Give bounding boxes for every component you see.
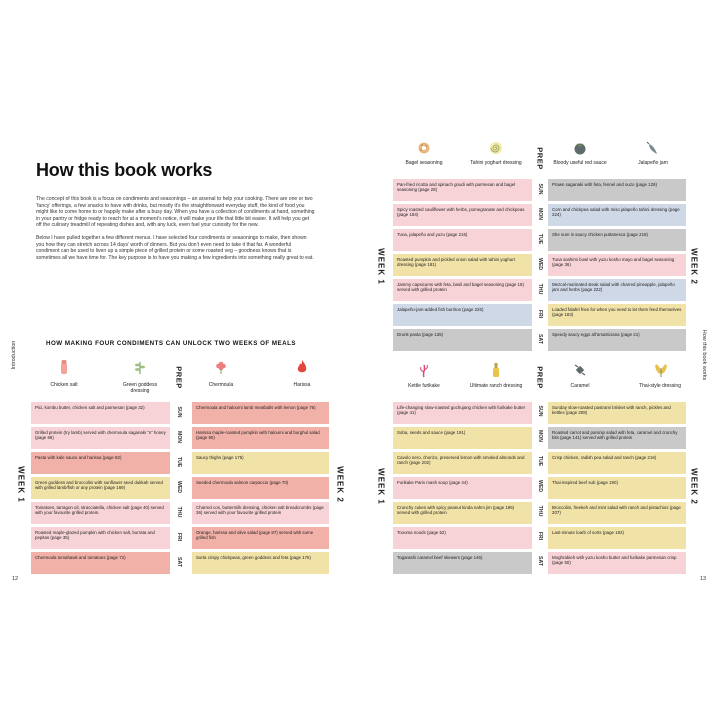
meal-cell: Chermoula tomahawk and tomatoes (page 72) (31, 552, 170, 574)
meal-cell: Roasted pumpkin and pickled onion salad with tahini yoghurt dressing (page 181) (393, 254, 532, 276)
meal-cell: Sunday slow-roasted pastrami brisket with ranch, pickles and kettles (page 208) (548, 402, 686, 424)
meal-cell: Seeded chermoula salmon carpaccio (page 70) (192, 477, 329, 499)
prep-label: PREP (174, 366, 184, 389)
flame-icon (296, 359, 308, 375)
day-label: THU (537, 505, 543, 517)
page-number-right: 13 (700, 576, 707, 582)
condiment-label: Kettle furikake (408, 383, 440, 389)
day-label: SAT (537, 556, 543, 566)
meal-cell: Tuna sashimi bowl with yuzu kosho mayo and bagel seasoning (page 36) (548, 254, 686, 276)
meal-cell: Life-changing slow-roasted gochujang chicken with furikake butter (page 41) (393, 402, 532, 424)
week-1-label: WEEK 1 (376, 248, 386, 285)
meal-cell: Mezcal-marinated steak salad with charred pineapple, jalapeño jam and herbs (page 222) (548, 279, 686, 301)
intro-paragraph-2: Below I have pulled together a few different menus. I have selected four condiments or seasonings to make, then shown you how they can stretch across 14 days’ worth of dinners. But you don’t even need to take it that far. A wonderful condiment can be used to liven up a simple piece of grilled protein or some roasted veg – goodness knows that is sometimes all we have time for. The key purpose is to have you making a few ingredients into something really great to eat. (36, 234, 314, 261)
meal-cell: Crisp chicken, radish pea salad and ranch (page 216) (548, 452, 686, 474)
day-label: WED (176, 480, 182, 494)
herb-sprig-icon (133, 359, 147, 375)
tomato-icon (573, 141, 587, 155)
day-label: SUN (537, 405, 543, 417)
meal-cell: Soba, seeds and sauce (page 191) (393, 427, 532, 449)
meal-cell: Furikake Paris mash soup (page 44) (393, 477, 532, 499)
salt-shaker-icon (58, 359, 70, 375)
meal-cell: Corn and chickpea salad with miso jalapeño tahini dressing (page 224) (548, 204, 686, 226)
meal-cell: Drunk pasta (page 135) (393, 329, 532, 351)
meal-cell: Tomatoes, tarragon oil, stracciatella, chicken salt (page 40) served with your favourite grilled protein. (31, 502, 170, 524)
day-label: WED (537, 479, 543, 493)
week-1-label: WEEK 1 (376, 468, 386, 505)
flower-icon (214, 359, 228, 375)
meal-cell: Cavolo nero, chorizo, preserved lemon with smoked almonds and ranch (page 202) (393, 452, 532, 474)
intro-text (36, 196, 316, 267)
chilli-icon (646, 141, 660, 155)
meal-cell: Orange, harissa and olive salad (page 87) served with some grilled fish (192, 527, 329, 549)
meal-cell: Pasta with kale sauce and harissa (page 82) (31, 452, 170, 474)
meal-cell: Prawn saganaki with feta, fennel and ouzo (page 129) (548, 179, 686, 201)
day-label: FRI (537, 531, 543, 541)
week-2-label: WEEK 2 (689, 248, 699, 285)
meal-cell: Harissa maple-roasted pumpkin with haloumi and burghul salad (page 80) (192, 427, 329, 449)
bagel-icon (417, 141, 431, 155)
meal-cell: Sorta crispy chickpeas, green goddess and feta (page 175) (192, 552, 329, 574)
day-label: MON (537, 429, 543, 443)
bottle-icon (490, 362, 502, 378)
meal-cell: She sure is saucy chicken puttanesca (page 218) (548, 229, 686, 251)
seaweed-icon (417, 362, 431, 378)
meal-cell: Spicy roasted cauliflower with herbs, pomegranate and chickpeas (page 184) (393, 204, 532, 226)
meal-cell: Speedy saucy eggs all’amatriciana (page 21) (548, 329, 686, 351)
menu-subheading: HOW MAKING FOUR CONDIMENTS CAN UNLOCK TWO WEEKS OF MEALS (46, 340, 297, 347)
week-1-label: WEEK 1 (16, 466, 26, 503)
meal-cell: Saucy thighs (page 175) (192, 452, 329, 474)
section-side-label: How this book works (701, 329, 707, 381)
condiment-label: Jalapeño jam (638, 160, 668, 166)
day-label: WED (537, 257, 543, 271)
day-label: SUN (537, 183, 543, 195)
day-label: TUE (176, 456, 182, 468)
meal-cell: Pici, kombu butter, chicken salt and parmesan (page 32) (31, 402, 170, 424)
day-label: SUN (176, 406, 182, 418)
leaf-bundle-icon (653, 362, 669, 378)
meal-cell: Tuna, jalapeño and yuzu (page 216) (393, 229, 532, 251)
day-label: TUE (537, 455, 543, 467)
meal-cell: Moghrabieh with yuzu kosho butter and furikake parmesan crisp (page 50) (548, 552, 686, 574)
week-2-label: WEEK 2 (689, 468, 699, 505)
page-title: How this book works (36, 160, 213, 180)
condiment-label: Tahini yoghurt dressing (470, 160, 522, 166)
day-label: SAT (176, 557, 182, 567)
day-label: THU (176, 506, 182, 518)
day-label: THU (537, 283, 543, 295)
meal-cell: Toooma noods (page 52) (393, 527, 532, 549)
meal-cell: Thai-inspired beef sub (page 190) (548, 477, 686, 499)
meal-cell: Loaded falafel fries for when you need to let them feed themselves (page 183) (548, 304, 686, 326)
day-label: SAT (537, 334, 543, 344)
page-number-left: 12 (12, 576, 19, 582)
meal-cell: Roasted maple-glazed pumpkin with chicken salt, burrata and pepitas (page 35) (31, 527, 170, 549)
day-label: MON (176, 430, 182, 444)
meal-cell: Pan-fried ricotta and spinach gnudi with parmesan and bagel seasoning (page 28) (393, 179, 532, 201)
spiral-icon (489, 141, 503, 155)
condiment-label: Thai-style dressing (639, 383, 681, 389)
meal-cell: Last-minute loarb of sorts (page 192) (548, 527, 686, 549)
condiment-label: Bagel seasoning (405, 160, 443, 166)
meal-cell: Jammy capsicums with feta, basil and bagel seasoning (page 18) served with grilled protein (393, 279, 532, 301)
condiment-label: Green goddess dressing (122, 382, 158, 394)
day-label: TUE (537, 233, 543, 245)
day-label: FRI (537, 309, 543, 319)
day-label: MON (537, 207, 543, 221)
condiment-label: Bloody useful red sauce (553, 160, 607, 166)
condiment-label: Chermoula (208, 382, 234, 388)
section-side-label: Introduction (11, 340, 17, 370)
meal-cell: Crunchy cukes with spicy peanut kinda nahm jim (page 196) served with grilled protein (393, 502, 532, 524)
condiment-label: Ultimate ranch dressing (469, 383, 523, 389)
intro-paragraph-1: The concept of this book is a focus on condiments and seasonings – an arsenal to help your cooking. There are one or two ‘fancy’ offerings, a few snacks to have with drinks, but mostly it’s the straightforward everyday stuff, the kind of food you might like to come home to or happily make after a busy day. When you have a collection of condiments at hand, something in your pantry or fridge ready to reach for at a moment’s notice, it will make your life that little bit easier. It will help you get off the culinary treadmill of repeating dishes and, with any luck, even fuel your curiosity for the new. (36, 196, 315, 229)
meal-cell: Roasted carrot and parsnip salad with feta, caramel and crunchy bits (page 141) served with grilled protein (548, 427, 686, 449)
meal-cell: Green goddess and broccolini with sunflower seed dukkah served with grilled lamb/fish or any protein (page 169) (31, 477, 170, 499)
meal-cell: Togarashi caramel beef skewers (page 146) (393, 552, 532, 574)
prep-label: PREP (535, 147, 545, 170)
meal-cell: Jalapeño-jam-added fish burritos (page 226) (393, 304, 532, 326)
prep-label: PREP (535, 366, 545, 389)
condiment-label: Harissa (293, 382, 311, 388)
week-2-label: WEEK 2 (335, 466, 345, 503)
meal-cell: Broccolini, freekeh and mint salad with ranch and pistachios (page 207) (548, 502, 686, 524)
candy-icon (573, 362, 587, 378)
meal-cell: Chermoula and haloumi lamb meatballs with lemon (page 76) (192, 402, 329, 424)
meal-cell: Charred cos, buttermilk dressing, chicken salt breadcrumbs (page 36) served with your favourite grilled protein (192, 502, 329, 524)
condiment-label: Chicken salt (50, 382, 78, 388)
condiment-label: Caramel (570, 383, 590, 389)
meal-cell: Grilled protein (try lamb) served with chermoula saganaki “n” honey (page 68) (31, 427, 170, 449)
day-label: FRI (176, 532, 182, 542)
